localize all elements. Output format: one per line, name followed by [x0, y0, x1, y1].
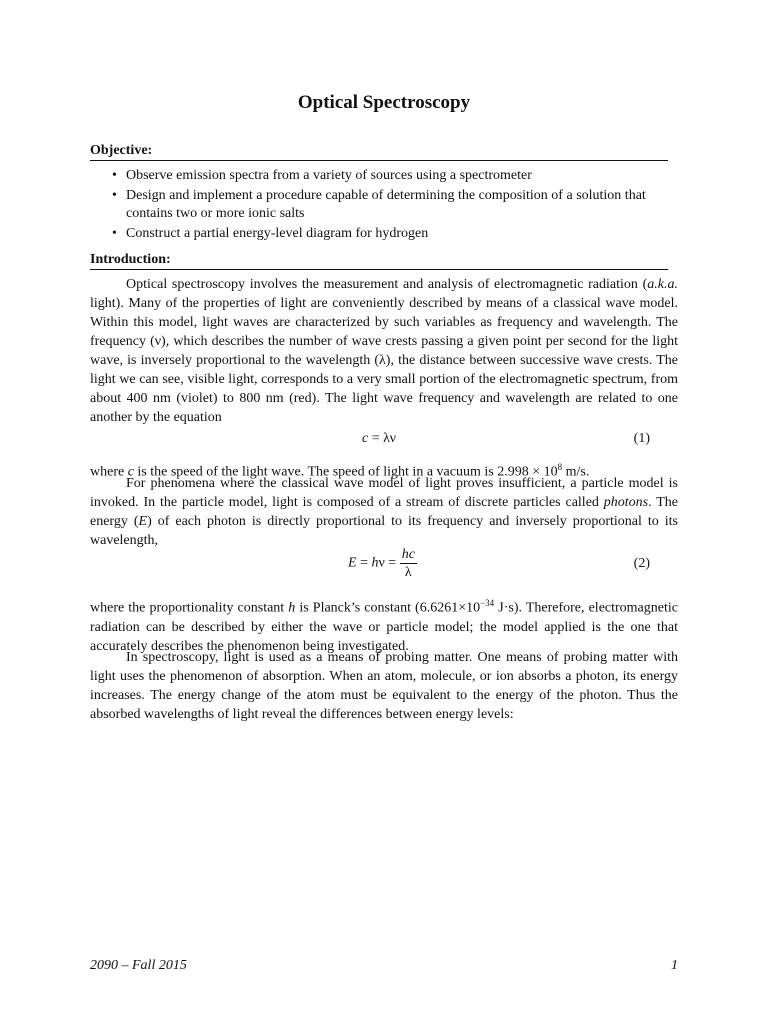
- text-run: Optical spectroscopy involves the measurement and analysis of electromagnetic radiation (: [126, 277, 648, 292]
- equation-1: [90, 431, 650, 451]
- text-run: m/s.: [562, 464, 590, 480]
- text-run: . The energy (: [90, 495, 678, 529]
- equation-1-body: [362, 431, 396, 447]
- fraction-numerator: hc: [401, 547, 415, 562]
- text-run: where: [90, 464, 128, 480]
- var-E: E: [138, 514, 148, 529]
- objective-item: • Design and implement a procedure capable of determining the composition of a solution that contains two or more ionic salts: [108, 187, 668, 223]
- introduction-heading: Introduction:: [90, 251, 668, 270]
- equation-2-number: (2): [633, 556, 650, 571]
- text-run: ) of each photon is directly proportional to its frequency and inversely proportional to its wavelength,: [90, 514, 678, 548]
- exponent: −34: [480, 598, 495, 608]
- aka-italic: a.k.a.: [647, 277, 678, 292]
- text-run: is the speed of the light wave. The speed of light in a vacuum is 2.998 × 10: [133, 464, 558, 480]
- equation-1-number: (1): [633, 431, 650, 446]
- intro-paragraph-4: [90, 594, 678, 656]
- objective-list: [108, 167, 668, 245]
- equation-2-body: [348, 546, 417, 581]
- var-h: h: [288, 600, 296, 616]
- var-c: c: [127, 464, 134, 480]
- text-run: light). Many of the properties of light are conveniently described by means of a classical wave model. Within this model, light waves are characterized by such variables as frequency and wavelength. The frequency (ν), which describes the number of wave crests passing a given point per second for the light wave, is inversely proportional to the wavelength (λ), the distance between successive wave crests. The light we can see, visible light, corresponds to a very small portion of the electromagnetic spectrum, from about 400 nm (violet) to 800 nm (red). The light wave frequency and wavelength are related to one another by the equation: [90, 296, 678, 425]
- fraction-denominator: λ: [404, 565, 412, 580]
- page-title: Optical Spectroscopy: [297, 92, 471, 113]
- text-run: For phenomena where the classical wave model of light proves insufficient, a particle model is invoked. In the particle model, light is composed of a stream of discrete particles called: [90, 476, 678, 510]
- intro-paragraph-5: In spectroscopy, light is used as a means of probing matter. One means of probing matter with light uses the phenomenon of absorption. When an atom, molecule, or ion absorbs a photon, its energy increases. The energy change of the atom must be equivalent to the energy of the photon. Thus the absorbed wavelengths of light reveal the differences between energy levels:: [90, 650, 678, 722]
- footer-course: 2090 – Fall 2015: [90, 958, 187, 973]
- equation-2: [90, 546, 650, 586]
- objective-item: • Construct a partial energy-level diagram for hydrogen: [108, 225, 668, 243]
- objective-item: • Observe emission spectra from a variety of sources using a spectrometer: [108, 167, 668, 185]
- fraction: [400, 546, 417, 581]
- eq-text: = λν: [368, 431, 396, 446]
- objective-heading: Objective:: [90, 142, 668, 161]
- intro-paragraph-3: [90, 474, 678, 550]
- text-run: where the proportionality constant: [90, 600, 289, 616]
- eq-var-c: c: [362, 431, 369, 446]
- intro-paragraph-1: [90, 275, 678, 427]
- eq-var-h: h: [371, 555, 379, 571]
- photons-italic: photons: [603, 495, 649, 510]
- eq-text: =: [356, 555, 372, 571]
- text-run: is Planck’s constant (6.6261×10: [295, 600, 481, 616]
- exponent: 8: [557, 462, 563, 472]
- text-run: J·s). Therefore, electromagnetic radiation can be described by either the wave or particle model; the model applied is the one that accurately describes the phenomenon being investigated.: [90, 600, 678, 654]
- eq-text: ν =: [378, 555, 400, 571]
- footer-page-number: 1: [671, 958, 678, 973]
- eq-var-E: E: [348, 555, 357, 571]
